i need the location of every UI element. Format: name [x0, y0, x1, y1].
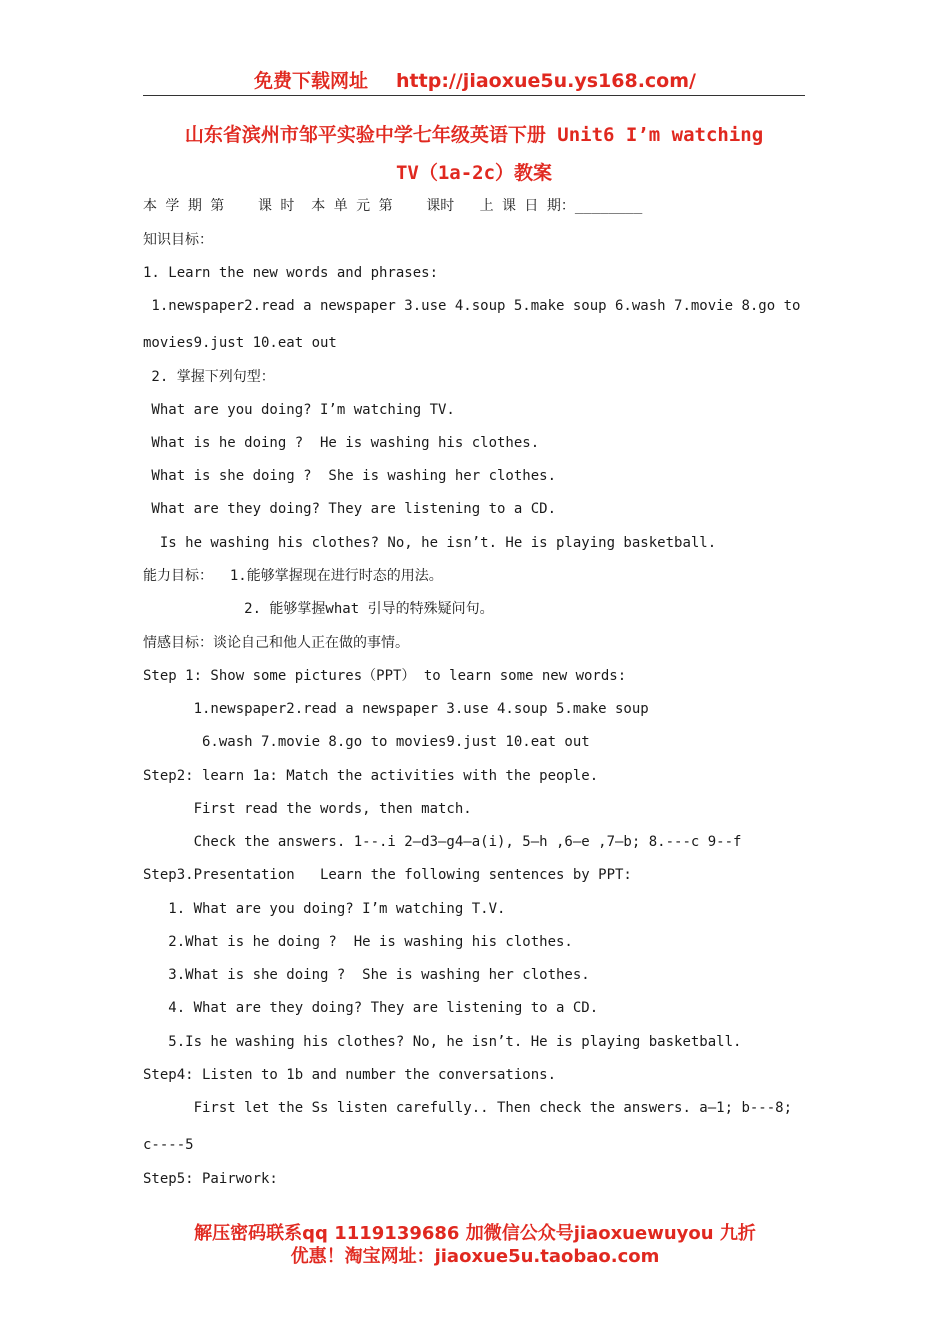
- text-line: 1. What are you doing? I’m watching T.V.: [143, 901, 506, 917]
- text-line: movies9.just 10.eat out: [143, 335, 337, 351]
- text-line: What are they doing? They are listening to a CD.: [143, 501, 557, 517]
- text-line: First read the words, then match.: [143, 801, 472, 817]
- text-line: 4. What are they doing? They are listening to a CD.: [143, 1000, 599, 1016]
- text-line: 2. 能够掌握what 引导的特殊疑问句。: [143, 601, 494, 617]
- text-line: Is he washing his clothes? No, he isn’t. He is playing basketball.: [143, 535, 717, 551]
- doc-title-line1: 山东省滨州市邹平实验中学七年级英语下册 Unit6 I’m watching: [184, 124, 764, 146]
- schedule-line: 本 学 期 第 课 时 本 单 元 第 课时 上 课 日 期：________: [143, 198, 643, 214]
- text-line: 1.newspaper2.read a newspaper 3.use 4.soup 5.make soup: [143, 701, 649, 717]
- text-line: What are you doing? I’m watching TV.: [143, 402, 455, 418]
- text-line: 5.Is he washing his clothes? No, he isn’t. He is playing basketball.: [143, 1034, 742, 1050]
- step-heading: Step4: Listen to 1b and number the conversations.: [143, 1067, 557, 1083]
- text-line: c----5: [143, 1137, 194, 1153]
- step-heading: Step2: learn 1a: Match the activities with the people.: [143, 768, 599, 784]
- text-line: 6.wash 7.movie 8.go to movies9.just 10.eat out: [143, 734, 590, 750]
- text-line: Check the answers. 1--.i 2—d3—g4—a(i), 5—h ,6—e ,7—b; 8.---c 9--f: [143, 834, 742, 850]
- text-line: 1. Learn the new words and phrases:: [143, 265, 439, 281]
- header-label: 免费下载网址: [254, 70, 369, 92]
- step-heading: Step3.Presentation Learn the following sentences by PPT:: [143, 867, 632, 883]
- text-line: 3.What is she doing ? She is washing her clothes.: [143, 967, 590, 983]
- header-url-link[interactable]: http://jiaoxue5u.ys168.com/: [396, 70, 696, 92]
- doc-title-line2: TV（1a-2c）教案: [395, 162, 553, 184]
- section-heading: 知识目标：: [143, 232, 213, 248]
- header-divider: [143, 95, 805, 96]
- section-heading: 情感目标：谈论自己和他人正在做的事情。: [143, 635, 409, 651]
- text-line: First let the Ss listen carefully.. Then check the answers. a—1; b---8;: [143, 1100, 793, 1116]
- step-heading: Step5: Pairwork:: [143, 1171, 278, 1187]
- footer-line1: 解压密码联系qq 1119139686 加微信公众号jiaoxuewuyou 九折: [194, 1223, 756, 1244]
- footer-line2: 优惠！淘宝网址：jiaoxue5u.taobao.com: [290, 1246, 660, 1267]
- text-line: 2. 掌握下列句型：: [143, 369, 275, 385]
- text-line: What is he doing ? He is washing his clothes.: [143, 435, 540, 451]
- text-line: 1.newspaper2.read a newspaper 3.use 4.soup 5.make soup 6.wash 7.movie 8.go to: [143, 298, 801, 314]
- site-header: [0, 66, 950, 93]
- section-heading: 能力目标： 1.能够掌握现在进行时态的用法。: [143, 568, 443, 584]
- text-line: 2.What is he doing ? He is washing his clothes.: [143, 934, 573, 950]
- step-heading: Step 1: Show some pictures（PPT） to learn some new words:: [143, 668, 627, 684]
- text-line: What is she doing ? She is washing her clothes.: [143, 468, 557, 484]
